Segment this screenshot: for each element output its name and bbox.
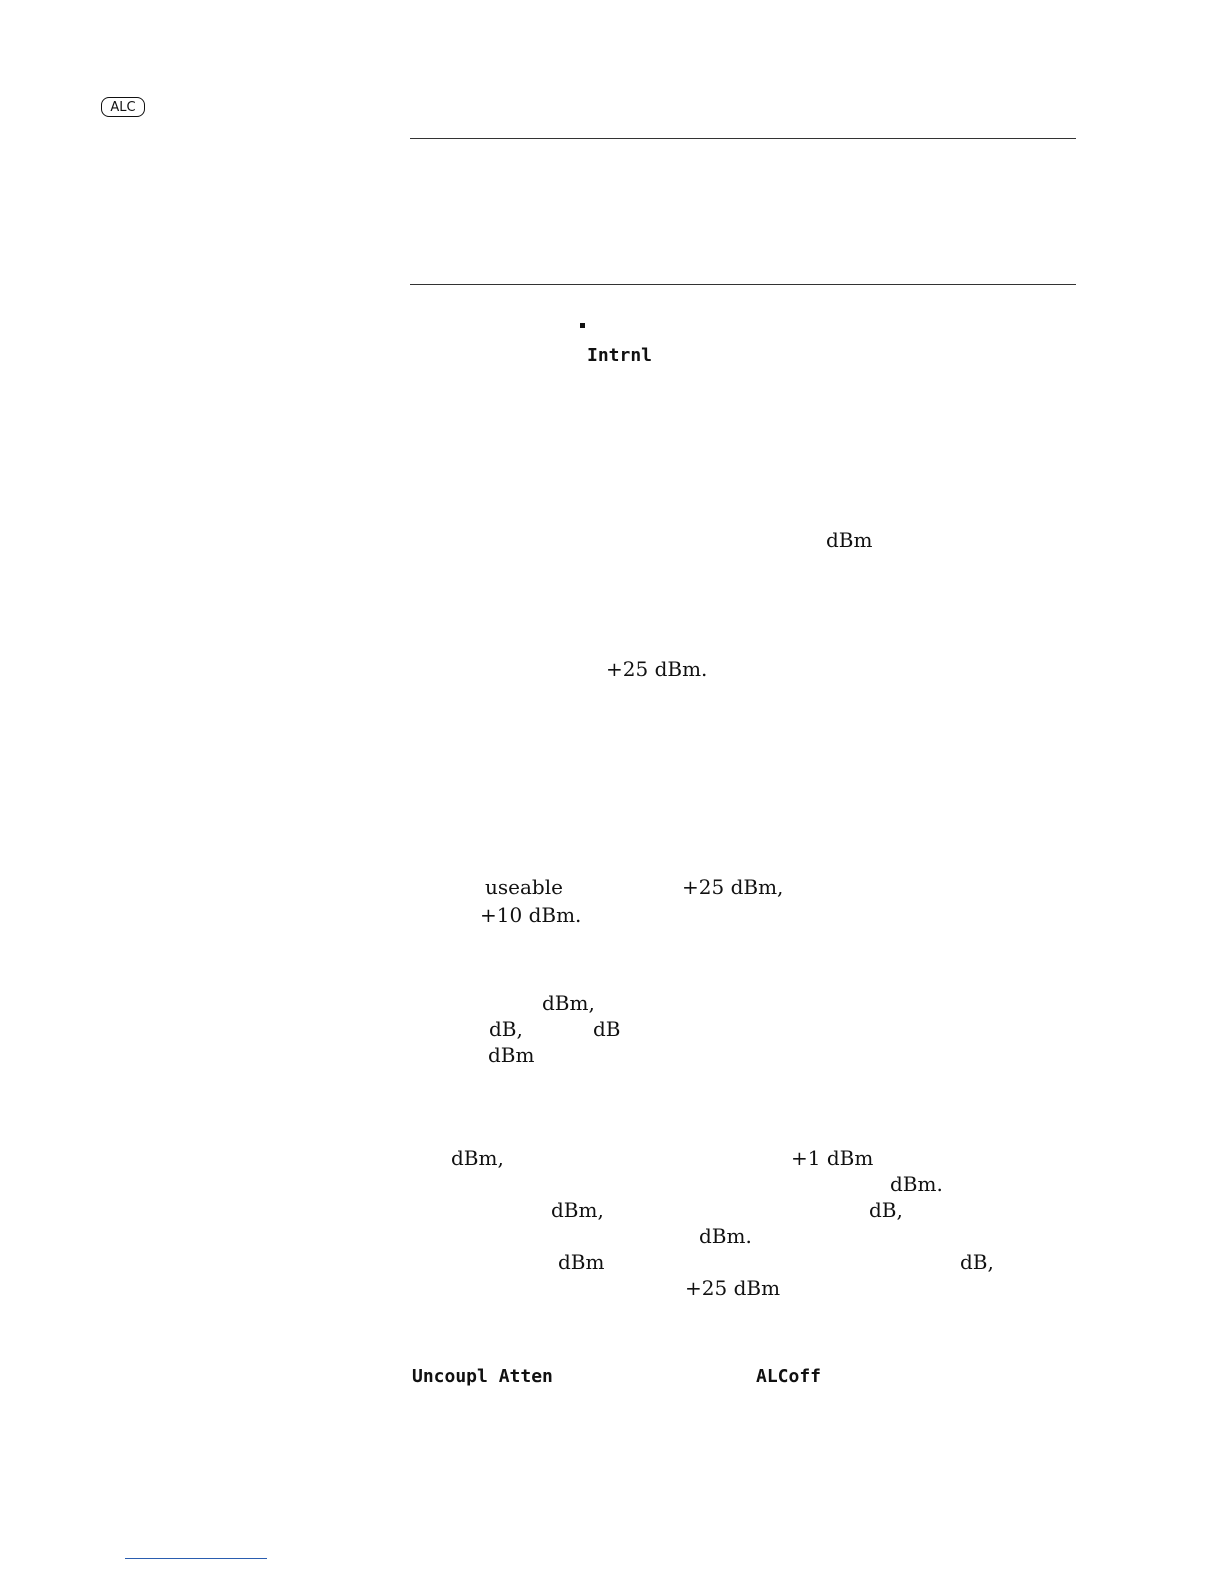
text-db: dB, <box>489 1017 523 1041</box>
top-rule <box>410 138 1076 139</box>
text-useable: useable <box>485 875 563 899</box>
text-db: dB, <box>960 1250 994 1274</box>
bullet-mark <box>580 323 585 328</box>
text-plus10-dbm: +10 dBm. <box>480 903 582 927</box>
text-dbm: dBm, <box>542 991 595 1015</box>
text-dbm: dBm. <box>699 1224 752 1248</box>
text-db: dB <box>593 1017 621 1041</box>
softkey-intrnl: Intrnl <box>587 345 653 366</box>
softkey-alcoff: ALCoff <box>756 1366 822 1387</box>
text-plus1-dbm: +1 dBm <box>791 1146 874 1170</box>
alc-key-icon: ALC <box>101 97 145 117</box>
footer-rule <box>125 1558 267 1559</box>
bottom-rule <box>410 284 1076 285</box>
text-plus25-dbm: +25 dBm, <box>682 875 784 899</box>
text-dbm: dBm <box>826 528 873 552</box>
text-dbm: dBm <box>488 1043 535 1067</box>
text-dbm: dBm. <box>890 1172 943 1196</box>
text-dbm: dBm, <box>551 1198 604 1222</box>
text-db: dB, <box>869 1198 903 1222</box>
text-dbm: dBm, <box>451 1146 504 1170</box>
text-plus25-dbm: +25 dBm. <box>606 657 708 681</box>
text-plus25-dbm: +25 dBm <box>685 1276 781 1300</box>
softkey-uncoupl-atten: Uncoupl Atten <box>412 1366 553 1387</box>
text-dbm: dBm <box>558 1250 605 1274</box>
